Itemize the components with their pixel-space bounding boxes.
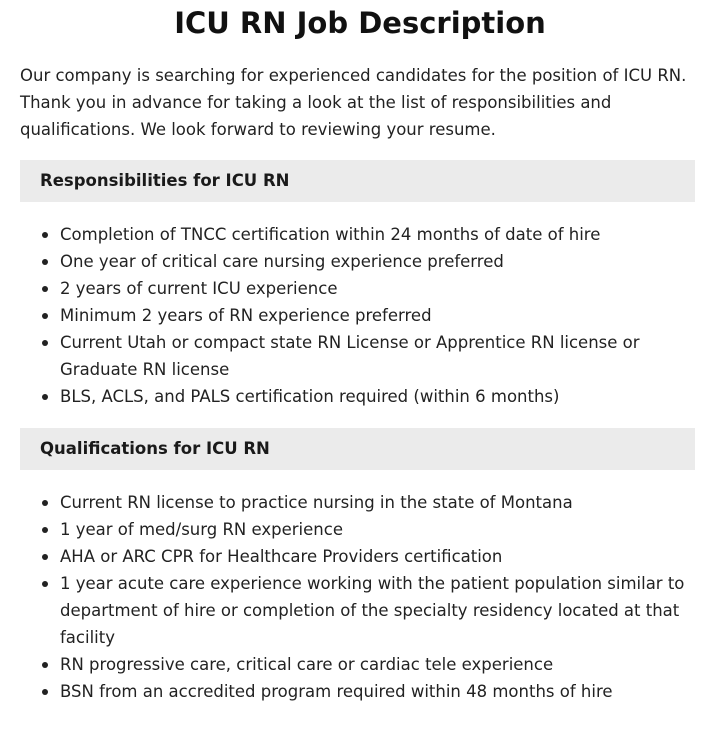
list-item — [60, 678, 692, 705]
responsibilities-heading: Responsibilities for ICU RN — [20, 160, 695, 202]
list-item-text: Completion of TNCC certification within 24 months of date of hire — [60, 225, 601, 244]
responsibilities-list — [20, 221, 700, 410]
qualifications-list — [20, 489, 700, 705]
list-item — [60, 489, 692, 516]
bullet-icon — [42, 286, 48, 292]
list-item — [60, 302, 692, 329]
page-title: ICU RN Job Description — [174, 6, 546, 40]
list-item — [60, 383, 692, 410]
list-item-text: One year of critical care nursing experience preferred — [60, 252, 504, 271]
list-item — [60, 543, 692, 570]
list-item-text: BSN from an accredited program required within 48 months of hire — [60, 682, 613, 701]
bullet-icon — [42, 527, 48, 533]
list-item-text: BLS, ACLS, and PALS certification required (within 6 months) — [60, 387, 560, 406]
bullet-icon — [42, 394, 48, 400]
list-item — [60, 651, 692, 678]
bullet-icon — [42, 259, 48, 265]
list-item-text: Current Utah or compact state RN License or Apprentice RN license or Graduate RN license — [60, 333, 640, 379]
bullet-icon — [42, 662, 48, 668]
list-item-text: RN progressive care, critical care or cardiac tele experience — [60, 655, 554, 674]
bullet-icon — [42, 313, 48, 319]
list-item-text: 1 year of med/surg RN experience — [60, 520, 343, 539]
intro-paragraph: Our company is searching for experienced candidates for the position of ICU RN. Thank you in advance for taking a look at the list of responsibilities and qualifications. We look forward to reviewing your resume. — [20, 66, 687, 139]
list-item-text: 2 years of current ICU experience — [60, 279, 338, 298]
list-item — [60, 570, 692, 651]
list-item-text: Minimum 2 years of RN experience preferred — [60, 306, 432, 325]
bullet-icon — [42, 340, 48, 346]
list-item — [60, 516, 692, 543]
list-item — [60, 329, 692, 383]
qualifications-heading: Qualifications for ICU RN — [20, 428, 695, 470]
list-item-text: 1 year acute care experience working with the patient population similar to department of hire or completion of the specialty residency located at that facility — [60, 574, 685, 647]
bullet-icon — [42, 689, 48, 695]
bullet-icon — [42, 581, 48, 587]
list-item-text: Current RN license to practice nursing in the state of Montana — [60, 493, 573, 512]
bullet-icon — [42, 232, 48, 238]
list-item — [60, 221, 692, 248]
list-item — [60, 248, 692, 275]
bullet-icon — [42, 500, 48, 506]
list-item-text: AHA or ARC CPR for Healthcare Providers certification — [60, 547, 503, 566]
list-item — [60, 275, 692, 302]
bullet-icon — [42, 554, 48, 560]
